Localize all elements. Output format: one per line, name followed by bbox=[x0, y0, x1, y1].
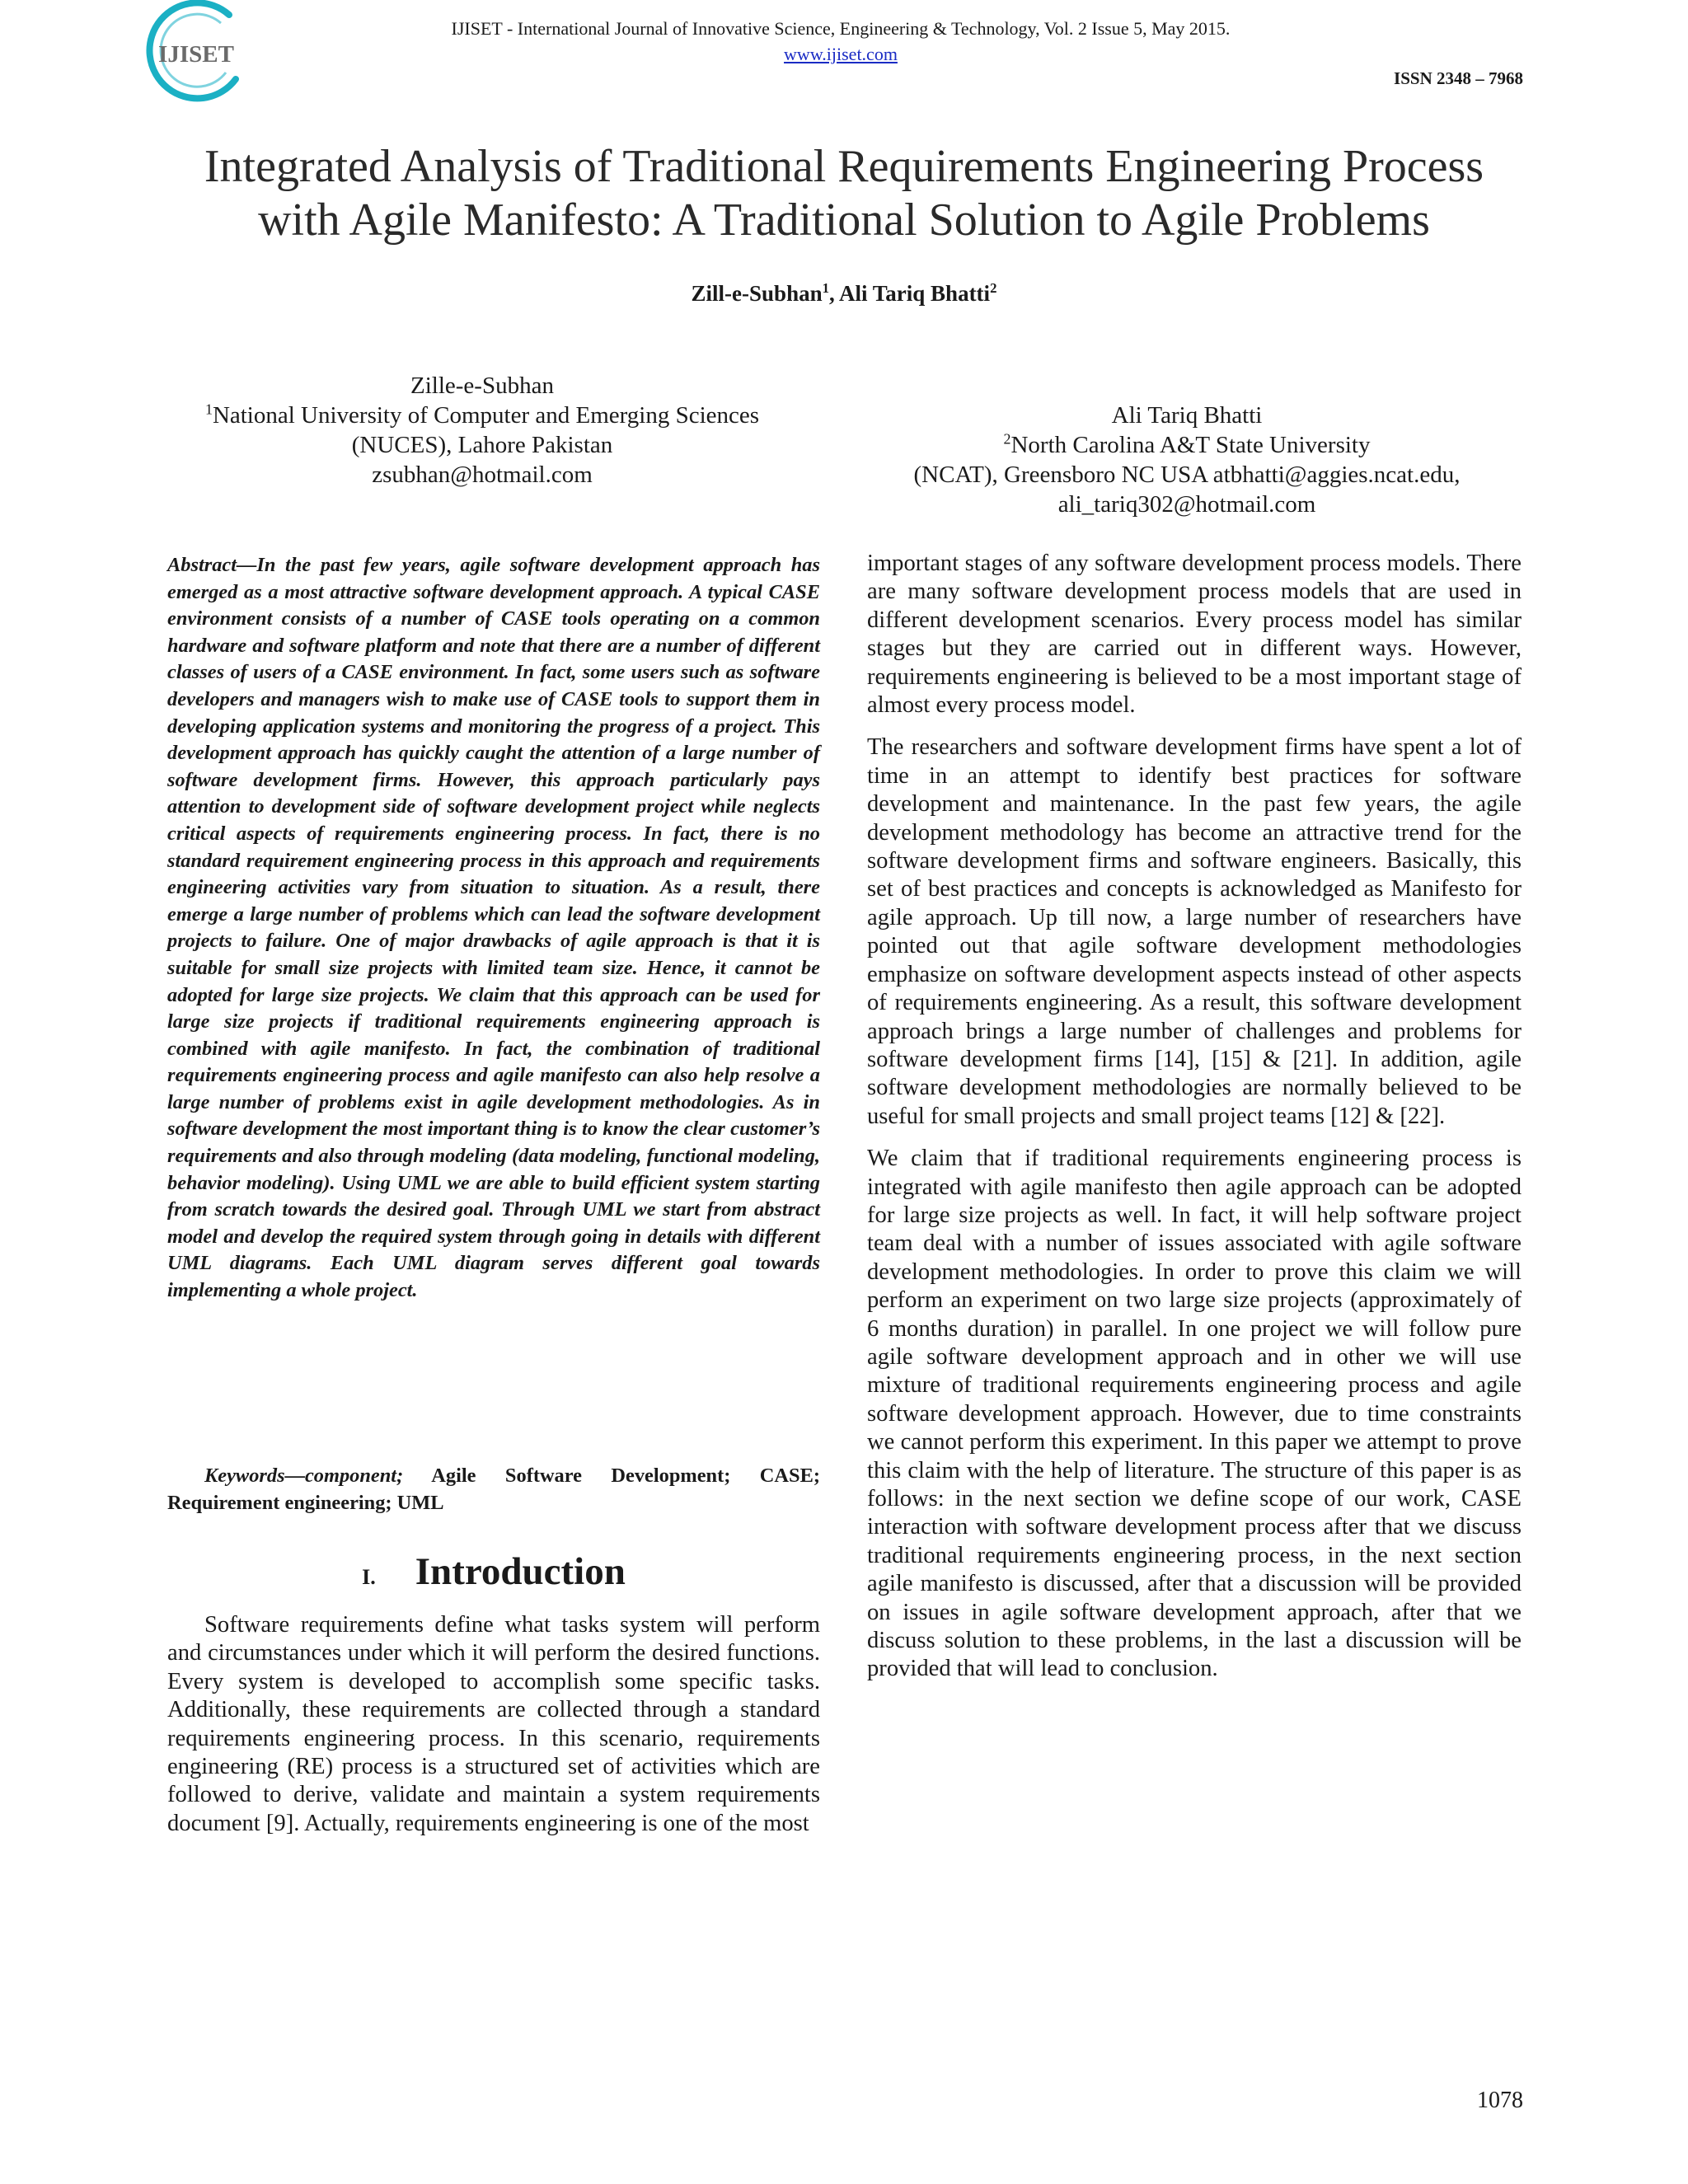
affiliation-left-email: zsubhan@hotmail.com bbox=[372, 462, 593, 488]
affiliation-right-sup: 2 bbox=[1003, 430, 1011, 448]
affiliation-left-name: Zille-e-Subhan bbox=[410, 373, 554, 399]
title-line-1: Integrated Analysis of Traditional Requirements Engineering Process bbox=[204, 141, 1484, 192]
affiliation-right-institution: North Carolina A&T State University bbox=[1010, 432, 1371, 458]
affiliation-left-institution: National University of Computer and Emerging Sciences bbox=[212, 402, 760, 429]
title-line-2: with Agile Manifesto: A Traditional Solution to Agile Problems bbox=[258, 194, 1430, 246]
section-number: I. bbox=[362, 1565, 376, 1589]
author-1-sup: 1 bbox=[822, 280, 829, 296]
author-2: Ali Tariq Bhatti bbox=[839, 281, 991, 306]
affiliation-left-sup: 1 bbox=[204, 401, 213, 418]
author-separator: , bbox=[828, 281, 839, 306]
affiliation-right-name: Ali Tariq Bhatti bbox=[1111, 402, 1263, 429]
keywords-text: Agile Software Development; CASE; Requirement engineering; UML bbox=[167, 1465, 820, 1514]
right-paragraph-3: We claim that if traditional requirements engineering process is integrated with agile manifesto then agile approach can be adopted for large size projects as well. In fact, it will help software project team deal with a number of issues associated with agile software development methodologies. In order to prove this claim we will perform an experiment on two large size projects (approximately of 6 months duration) in parallel. In one project we will follow pure agile software development approach and in other we will use mixture of traditional requirements engineering process and agile software development approach. However, due to time constraints we cannot perform this experiment. In this paper we attempt to prove this claim with the help of literature. The structure of this paper is as follows: in the next section we define scope of our work, CASE interaction with software development process after that we discuss traditional requirements engineering process, in the next section agile manifesto is discussed, after that a discussion will be provided on issues in agile software development approach, after that we discuss solution to these problems, in the last a discussion will be provided that will lead to conclusion. bbox=[867, 1146, 1522, 1682]
logo-text: IJISET bbox=[158, 41, 234, 68]
right-paragraph-1: important stages of any software development process models. There are many software development process models that are used in different development scenarios. Every process model has similar stages but they are carried out in different ways. However, requirements engineering is believed to be a most important stage of almost every process model. bbox=[867, 551, 1522, 719]
affiliation-left-location: (NUCES), Lahore Pakistan bbox=[351, 432, 613, 458]
right-column bbox=[867, 550, 1522, 1698]
keywords bbox=[167, 1463, 820, 1516]
right-paragraph-2: The researchers and software development firms have spent a lot of time in an attempt to identify best practices for software development and maintenance. In the past few years, the agile development methodology has become an attractive trend for the software development firms and software engineers. Basically, this set of best practices and concepts is acknowledged as Manifesto for agile approach. Up till now, a large number of researchers have pointed out that agile software development methodologies emphasize on software development aspects instead of other aspects of requirements engineering. As a result, this software development approach brings a large number of challenges and problems for software development firms [14], [15] & [21]. In addition, agile software development methodologies are normally believed to be useful for small projects and small project teams [12] & [22]. bbox=[867, 734, 1522, 1129]
intro-paragraph: Software requirements define what tasks system will perform and circumstances under which it will perform the desired functions. Every system is developed to accomplish some specific tasks. Additionally, these requirements are collected through a standard requirements engineering process. In this scenario, requirements engineering (RE) process is a structured set of activities which are followed to derive, validate and maintain a system requirements document [9]. Actually, requirements engineering is one of the most bbox=[167, 1612, 820, 1836]
section-heading bbox=[167, 1549, 820, 1594]
paper-title bbox=[140, 140, 1548, 247]
author-1: Zill-e-Subhan bbox=[691, 281, 823, 306]
author-2-sup: 2 bbox=[990, 280, 997, 296]
abstract: Abstract—In the past few years, agile software development approach has emerged as a most attractive software development approach. A typical CASE environment consists of a number of CASE tools operating on a common hardware and software platform and note that there are a number of different classes of users of a CASE environment. In fact, some users such as software developers and managers wish to make use of CASE tools to support them in developing application systems and monitoring the progress of a project. This development approach has quickly caught the attention of a large number of software development firms. However, this approach particularly pays attention to development side of software development project while neglects critical aspects of requirements engineering process. In fact, there is no standard requirement engineering process in this approach and requirements engineering activities vary from situation to situation. As a result, there emerge a large number of problems which can lead the software development projects to failure. One of major drawbacks of agile approach is that it is suitable for small size projects with limited team size. Hence, it cannot be adopted for large size projects. We claim that this approach can be used for large size projects if traditional requirements engineering approach is combined with agile manifesto. In fact, the combination of traditional requirements engineering process and agile manifesto can also help resolve a large number of problems exist in agile development methodologies. As in software development the most important thing is to know the clear customer’s requirements and also through modeling (data modeling, functional modeling, behavior modeling). Using UML we are able to build efficient system starting from scratch towards the desired goal. Through UML we start from abstract model and develop the required system through going in details with different UML diagrams. Each UML diagram serves different goal towards implementing a whole project. bbox=[167, 554, 820, 1302]
journal-citation: IJISET - International Journal of Innovative Science, Engineering & Technology, Vol. 2 Issue 5, May 2015. bbox=[451, 18, 1231, 39]
affiliation-left bbox=[161, 371, 804, 490]
affiliation-right bbox=[865, 401, 1508, 519]
page-number: 1078 bbox=[1477, 2088, 1523, 2113]
author-list bbox=[140, 279, 1548, 308]
affiliation-left-institution-line bbox=[161, 401, 804, 430]
affiliation-right-email: ali_tariq302@hotmail.com bbox=[1057, 491, 1316, 518]
affiliation-right-location: (NCAT), Greensboro NC USA atbhatti@aggies.ncat.edu, bbox=[913, 462, 1461, 488]
ijiset-logo bbox=[140, 0, 256, 107]
section-title: Introduction bbox=[415, 1550, 626, 1593]
affiliation-right-institution-line bbox=[865, 430, 1508, 460]
keywords-label: Keywords—component; bbox=[204, 1465, 404, 1487]
issn: ISSN 2348 – 7968 bbox=[1394, 68, 1523, 88]
journal-url-link[interactable]: www.ijiset.com bbox=[784, 44, 898, 64]
